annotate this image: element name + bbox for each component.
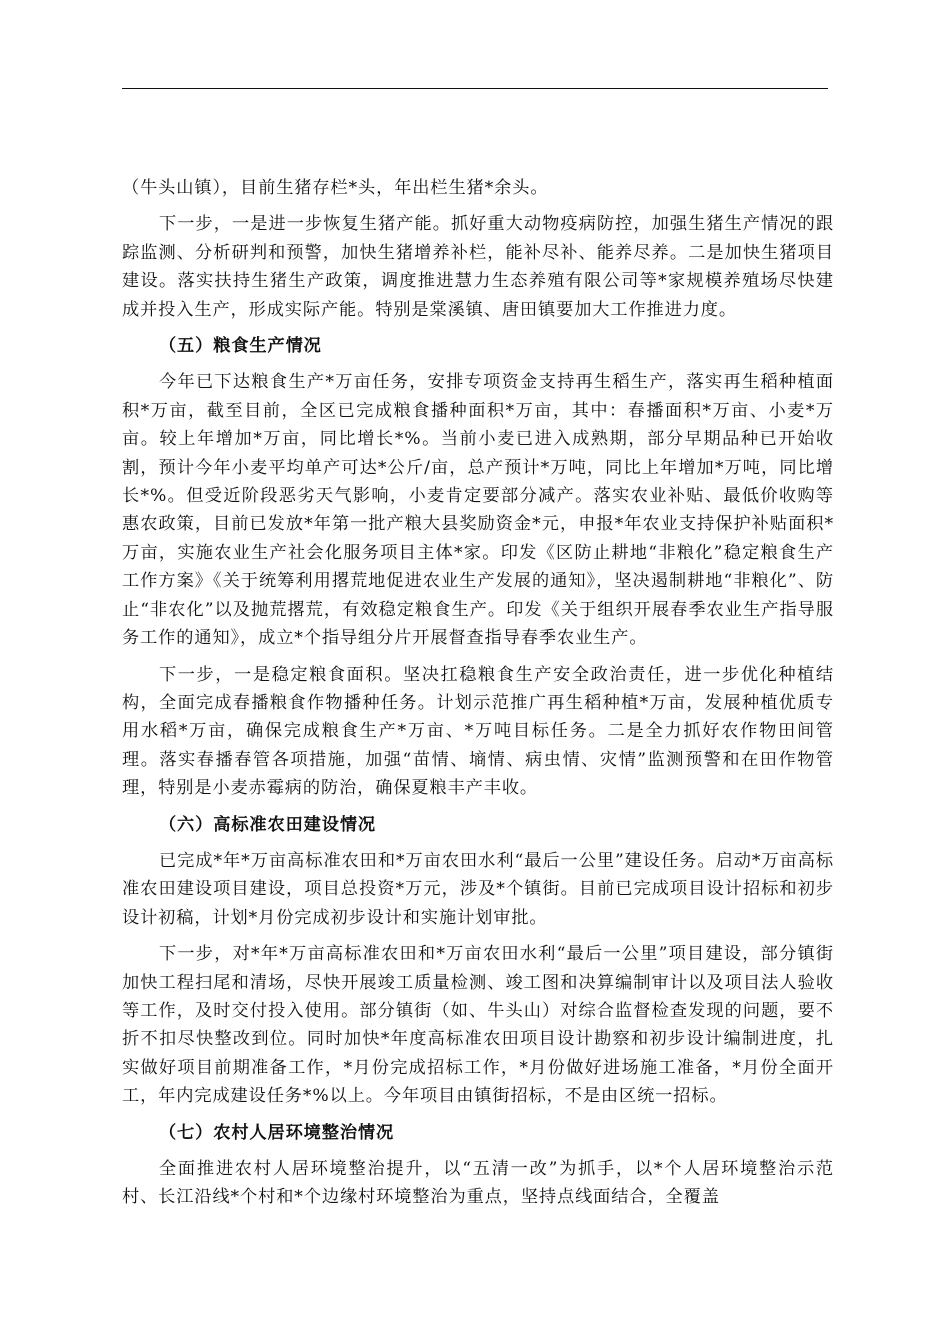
paragraph: 今年已下达粮食生产*万亩任务，安排专项资金支持再生稻生产，落实再生稻种植面积*万亩，截至目前，全区已完成粮食播种面积*万亩，其中：春播面积*万亩、小麦*万亩。较上年增加*万亩，同比增长*%。当前小麦已进入成熟期，部分早期品种已开始收割，预计今年小麦平均单产可达*公斤/亩，总产预计*万吨，同比上年增加*万吨，同比增长*%。但受近阶段恶劣天气影响，小麦肯定要部分减产。落实农业补贴、最低价收购等惠农政策，目前已发放*年第一批产粮大县奖励资金*元，申报*年农业支持保护补贴面积*万亩，实施农业生产社会化服务项目主体*家。印发《区防止耕地“非粮化”稳定粮食生产工作方案》《关于统筹利用撂荒地促进农业生产发展的通知》，坚决遏制耕地“非粮化”、防止“非农化”以及抛荒撂荒，有效稳定粮食生产。印发《关于组织开展春季农业生产指导服务工作的通知》，成立*个指导组分片开展督查指导春季农业生产。 [122, 372, 834, 649]
paragraph: 全面推进农村人居环境整治提升，以“五清一改”为抓手，以*个人居环境整治示范村、长江沿线*个村和*个边缘村环境整治为重点，坚持点线面结合，全覆盖 [122, 1159, 834, 1208]
section-heading: （五）粮食生产情况 [158, 336, 322, 357]
header-rule [122, 88, 828, 89]
paragraph: 已完成*年*万亩高标准农田和*万亩农田水利“最后一公里”建设任务。启动*万亩高标准农田建设项目建设，项目总投资*万元，涉及*个镇街。目前已完成项目设计招标和初步设计初稿，计划*月份完成初步设计和实施计划审批。 [122, 850, 834, 928]
section-heading: （七）农村人居环境整治情况 [158, 1122, 395, 1143]
paragraph: （牛头山镇），目前生猪存栏*头，年出栏生猪*余头。 [122, 178, 549, 198]
paragraph: 下一步，一是稳定粮食面积。坚决扛稳粮食生产安全政治责任，进一步优化种植结构，全面完成春播粮食作物播种任务。计划示范推广再生稻种植*万亩，发展种植优质专用水稻*万亩，确保完成粮食生产*万亩、*万吨目标任务。二是全力抓好农作物田间管理。落实春播春管各项措施，加强“苗情、墒情、病虫情、灾情”监测预警和在田作物管理，特别是小麦赤霉病的防治，确保夏粮丰产丰收。 [122, 664, 834, 799]
paragraph: 下一步，一是进一步恢复生猪产能。抓好重大动物疫病防控，加强生猪生产情况的跟踪监测、分析研判和预警，加快生猪增养补栏，能补尽补、能养尽养。二是加快生猪项目建设。落实扶持生猪生产政策，调度推进慧力生态养殖有限公司等*家规模养殖场尽快建成并投入生产，形成实际产能。特别是棠溪镇、唐田镇要加大工作推进力度。 [122, 214, 834, 320]
section-heading: （六）高标准农田建设情况 [158, 814, 377, 835]
paragraph: 下一步，对*年*万亩高标准农田和*万亩农田水利“最后一公里”项目建设，部分镇街加快工程扫尾和清场，尽快开展竣工质量检测、竣工图和决算编制审计以及项目法人验收等工作，及时交付投入使用。部分镇街（如、牛头山）对综合监督检查发现的问题，要不折不扣尽快整改到位。同时加快*年度高标准农田项目设计勘察和初步设计编制进度，扎实做好项目前期准备工作，*月份完成招标工作，*月份做好进场施工准备，*月份全面开工，年内完成建设任务*%以上。今年项目由镇街招标，不是由区统一招标。 [122, 944, 834, 1107]
document-body [122, 174, 834, 1212]
